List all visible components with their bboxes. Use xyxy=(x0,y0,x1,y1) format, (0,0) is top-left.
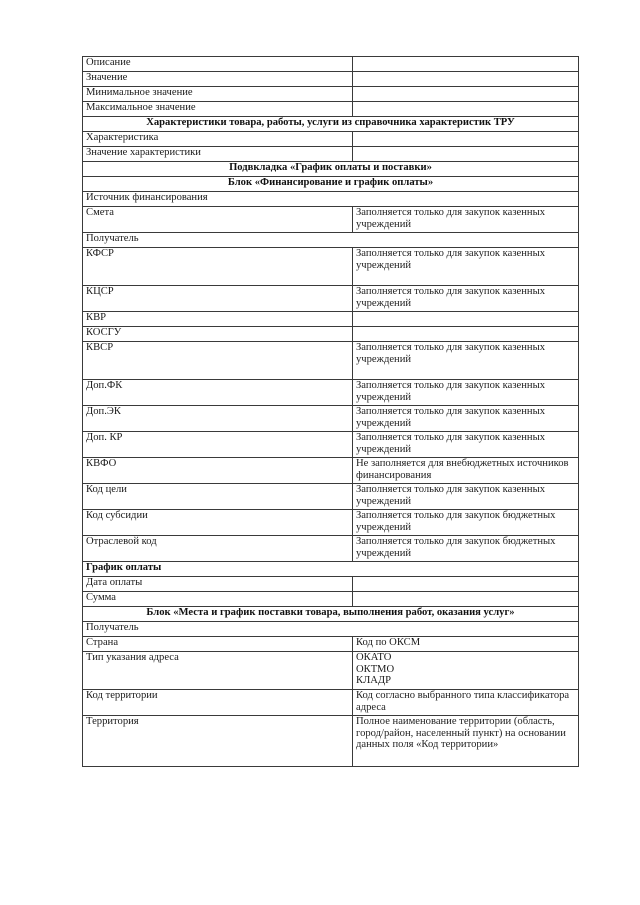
field-value: Код по ОКСМ xyxy=(353,637,579,652)
field-label: Код субсидии xyxy=(83,510,353,536)
table-row xyxy=(83,342,579,380)
field-label: Дата оплаты xyxy=(83,577,353,592)
field-label: Отраслевой код xyxy=(83,536,353,562)
address-type-options xyxy=(353,652,579,690)
table-row xyxy=(83,406,579,432)
table-row xyxy=(83,637,579,652)
field-note: Заполняется только для закупок казенных учреждений xyxy=(353,484,579,510)
field-value xyxy=(353,72,579,87)
field-label: Максимальное значение xyxy=(83,102,353,117)
delivery-recipient-label: Получатель xyxy=(83,622,579,637)
field-note: Заполняется только для закупок казенных учреждений xyxy=(353,380,579,406)
table-row xyxy=(83,577,579,592)
field-note xyxy=(353,327,579,342)
block-heading-financing: Блок «Финансирование и график оплаты» xyxy=(83,177,579,192)
field-label: Характеристика xyxy=(83,132,353,147)
field-value xyxy=(353,102,579,117)
field-label: КВФО xyxy=(83,458,353,484)
block-heading-delivery: Блок «Места и график поставки товара, выполнения работ, оказания услуг» xyxy=(83,607,579,622)
table-row xyxy=(83,380,579,406)
field-note: Заполняется только для закупок казенных учреждений xyxy=(353,286,579,312)
field-note: Полное наименование территории (область, город/район, населенный пункт) на основании данных поля «Код территории» xyxy=(353,716,579,767)
table-row xyxy=(83,716,579,767)
field-label: Страна xyxy=(83,637,353,652)
field-label: КВСР xyxy=(83,342,353,380)
section-row xyxy=(83,117,579,132)
section-heading-tru: Характеристики товара, работы, услуги из справочника характеристик ТРУ xyxy=(83,117,579,132)
table-row xyxy=(83,458,579,484)
field-label: КВР xyxy=(83,312,353,327)
table-row xyxy=(83,432,579,458)
field-label: Доп.ФК xyxy=(83,380,353,406)
requirements-table xyxy=(82,56,579,767)
section-row xyxy=(83,192,579,207)
field-label: Минимальное значение xyxy=(83,87,353,102)
field-label: КОСГУ xyxy=(83,327,353,342)
subtab-heading: Подвкладка «График оплаты и поставки» xyxy=(83,162,579,177)
field-label: Значение характеристики xyxy=(83,147,353,162)
field-note: Заполняется только для закупок бюджетных учреждений xyxy=(353,536,579,562)
field-value xyxy=(353,57,579,72)
section-heading-payment: График оплаты xyxy=(83,562,579,577)
table-row xyxy=(83,484,579,510)
section-row xyxy=(83,607,579,622)
field-note: Код согласно выбранного типа классификатора адреса xyxy=(353,690,579,716)
field-value xyxy=(353,577,579,592)
table-row xyxy=(83,87,579,102)
section-row xyxy=(83,177,579,192)
field-value xyxy=(353,592,579,607)
section-row xyxy=(83,162,579,177)
section-row xyxy=(83,562,579,577)
field-label: Доп.ЭК xyxy=(83,406,353,432)
table-row xyxy=(83,510,579,536)
financing-source-label: Источник финансирования xyxy=(83,192,579,207)
field-note: Заполняется только для закупок казенных учреждений xyxy=(353,432,579,458)
address-type-option: ОКТМО xyxy=(356,663,395,675)
field-label: Описание xyxy=(83,57,353,72)
field-note: Заполняется только для закупок казенных учреждений xyxy=(353,248,579,286)
field-note: Заполняется только для закупок казенных учреждений xyxy=(353,342,579,380)
field-label: Сумма xyxy=(83,592,353,607)
field-value xyxy=(353,147,579,162)
table-row xyxy=(83,248,579,286)
table-row xyxy=(83,147,579,162)
table-row xyxy=(83,132,579,147)
field-label: Значение xyxy=(83,72,353,87)
field-value xyxy=(353,132,579,147)
field-note: Заполняется только для закупок казенных учреждений xyxy=(353,406,579,432)
table-row xyxy=(83,102,579,117)
field-label: Тип указания адреса xyxy=(83,652,353,690)
table-row xyxy=(83,652,579,690)
field-note: Заполняется только для закупок бюджетных учреждений xyxy=(353,510,579,536)
section-row xyxy=(83,233,579,248)
field-note xyxy=(353,312,579,327)
field-label: Смета xyxy=(83,207,353,233)
field-value xyxy=(353,87,579,102)
table-row xyxy=(83,592,579,607)
table-row xyxy=(83,57,579,72)
field-label: КЦСР xyxy=(83,286,353,312)
table-row xyxy=(83,690,579,716)
field-label: Код цели xyxy=(83,484,353,510)
field-label: Код территории xyxy=(83,690,353,716)
field-label: Доп. КР xyxy=(83,432,353,458)
field-note: Не заполняется для внебюджетных источников финансирования xyxy=(353,458,579,484)
table-row xyxy=(83,536,579,562)
field-label: Территория xyxy=(83,716,353,767)
table-row xyxy=(83,327,579,342)
field-label: КФСР xyxy=(83,248,353,286)
address-type-option: ОКАТО xyxy=(356,652,392,663)
field-note: Заполняется только для закупок казенных учреждений xyxy=(353,207,579,233)
recipient-label: Получатель xyxy=(83,233,579,248)
section-row xyxy=(83,622,579,637)
table-row xyxy=(83,207,579,233)
table-row xyxy=(83,286,579,312)
table-row xyxy=(83,312,579,327)
address-type-option: КЛАДР xyxy=(356,675,392,686)
table-row xyxy=(83,72,579,87)
